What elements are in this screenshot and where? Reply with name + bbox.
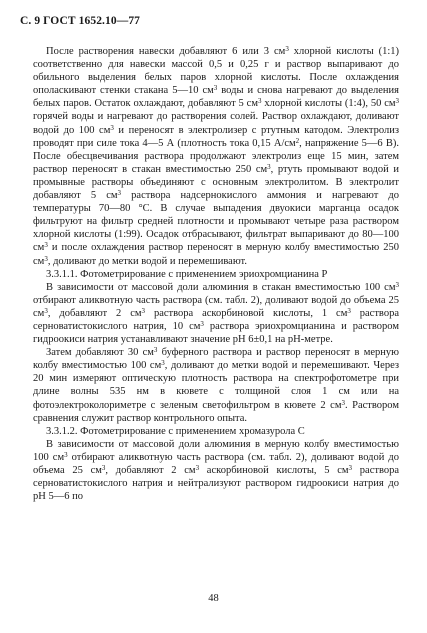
text-run: , доливают до метки водой и перемешивают. Через 20 мин измеряют оптическую плотность раствора на спектрофотометре при длине волны 535 нм в кювете с толщиной слоя 1 см или на фотоэлектроколориметре с зеленым светофильтром в кювете 2 см bbox=[33, 360, 400, 411]
text-run: , добавляют 2 см bbox=[47, 307, 142, 319]
text-run: , добавляют 2 см bbox=[105, 465, 196, 476]
text-run: отбирают аликвотную часть раствора (см. табл. 2), доливают водой до объема 25 см bbox=[33, 451, 399, 476]
superscript: 3 bbox=[267, 162, 271, 171]
superscript: 3 bbox=[64, 450, 68, 459]
superscript: 3 bbox=[341, 398, 345, 407]
superscript: 3 bbox=[395, 280, 399, 289]
text-run: и переносят в электролизер с ртутным катодом. Электролиз проводят при силе тока 4—5 А (плотность тока 0,15 А/см bbox=[33, 124, 399, 149]
text-run: горячей воды и нагревают до растворения солей. Раствор охлаждают, доливают водой до 100 см bbox=[33, 111, 399, 136]
superscript: 3 bbox=[153, 346, 158, 355]
text-run: . Раствором сравнения служит раствор контрольного опыта. bbox=[33, 399, 399, 424]
superscript: 3 bbox=[195, 464, 200, 472]
paragraph bbox=[33, 346, 399, 425]
paragraph bbox=[33, 45, 399, 268]
section-heading bbox=[33, 268, 399, 281]
superscript: 3 bbox=[213, 84, 218, 93]
superscript: 3 bbox=[395, 97, 400, 106]
text-run: Затем добавляют 30 см bbox=[46, 347, 154, 359]
text-run: хлорной кислоты (1:1) соответственно для навески массой 0,5 и 0,25 г и раствор выпаривают до обильного выделения белых паров хлорной кислоты. После охлаждения ополаскивают стенки стакана 5—10 см bbox=[33, 46, 400, 97]
superscript: 3 bbox=[348, 464, 353, 472]
superscript: 3 bbox=[101, 464, 106, 472]
paragraph bbox=[33, 281, 399, 346]
text-run: и после охлаждения раствор переносят в мерную колбу вместимостью 250 см bbox=[33, 242, 399, 267]
body-text bbox=[33, 45, 399, 503]
text-run: В зависимости от массовой доли алюминия в мерную колбу вместимостью 100 см bbox=[33, 438, 399, 463]
text-run: , напряжение 5—6 В). После обесцвечивания раствора продолжают электролиз еще 15 мин, затем раствор переносят в стакан вместимостью 250 см bbox=[33, 137, 399, 175]
section-heading bbox=[33, 425, 399, 438]
superscript: 3 bbox=[44, 306, 48, 315]
text-run: 3.3.1.1. Фотометрирование с применением эриохромцианина Р bbox=[46, 268, 328, 280]
paragraph bbox=[33, 438, 399, 503]
text-run: хлорной кислоты (1:4), 50 см bbox=[261, 98, 396, 110]
superscript: 2 bbox=[295, 136, 300, 145]
superscript: 3 bbox=[141, 306, 146, 315]
text-run: раствора надсернокислого аммония и нагревают до температуры 70—80 °С. В случае выпадения двуокиси марганца осадок фильтруют на фильтр средней плотности и промывают четыре раза раствором хлорной кислоты (1:99). Осадок отбрасывают, фильтрат выпаривают до 80—100 см bbox=[33, 190, 399, 254]
superscript: 3 bbox=[117, 189, 122, 198]
page-header: С. 9 ГОСТ 1652.10—77 bbox=[20, 15, 141, 27]
text-run: В зависимости от массовой доли алюминия в стакан вместимостью 100 см bbox=[46, 281, 396, 293]
superscript: 3 bbox=[161, 359, 165, 368]
superscript: 3 bbox=[200, 319, 204, 328]
superscript: 3 bbox=[257, 97, 262, 106]
superscript: 3 bbox=[285, 45, 289, 53]
superscript: 3 bbox=[44, 254, 48, 263]
superscript: 3 bbox=[110, 123, 114, 132]
text-run: воды и снова нагревают до выделения белых паров. Остаток охлаждают, добавляют 5 см bbox=[33, 85, 399, 110]
text-run: отбирают аликвотную часть раствора (см. табл. 2), доливают водой до объема 25 см bbox=[33, 294, 399, 319]
text-run: раствора аскорбиновой кислоты, 1 см bbox=[145, 307, 348, 319]
text-run: раствора серноватистокислого натрия и нейтрализуют раствором гидроокиси натрия до pH 5—6 по bbox=[33, 465, 399, 503]
text-run: раствора эриохромцианина и раствором гидроокиси натрия устанавливают значение pH 6±0,1 на pH-метре. bbox=[33, 320, 399, 346]
superscript: 3 bbox=[347, 306, 351, 315]
text-run: раствора серноватистокислого натрия, 10 см bbox=[33, 307, 399, 332]
text-run: аскорбиновой кислоты, 5 см bbox=[199, 465, 349, 476]
text-run: 3.3.1.2. Фотометрирование с применением хромазурола С bbox=[46, 425, 305, 437]
text-run: , доливают до метки водой и перемешивают. bbox=[47, 255, 247, 267]
text-run: , ртуть промывают водой и промывные растворы объединяют с основным электролитом. В электролит добавляют 5 см bbox=[33, 163, 400, 202]
superscript: 3 bbox=[44, 241, 48, 250]
text-run: После растворения навески добавляют 6 или 3 см bbox=[46, 46, 286, 57]
text-run: буферного раствора и раствор переносят в мерную колбу вместимостью 100 см bbox=[33, 347, 399, 372]
page-number: 48 bbox=[208, 593, 219, 604]
